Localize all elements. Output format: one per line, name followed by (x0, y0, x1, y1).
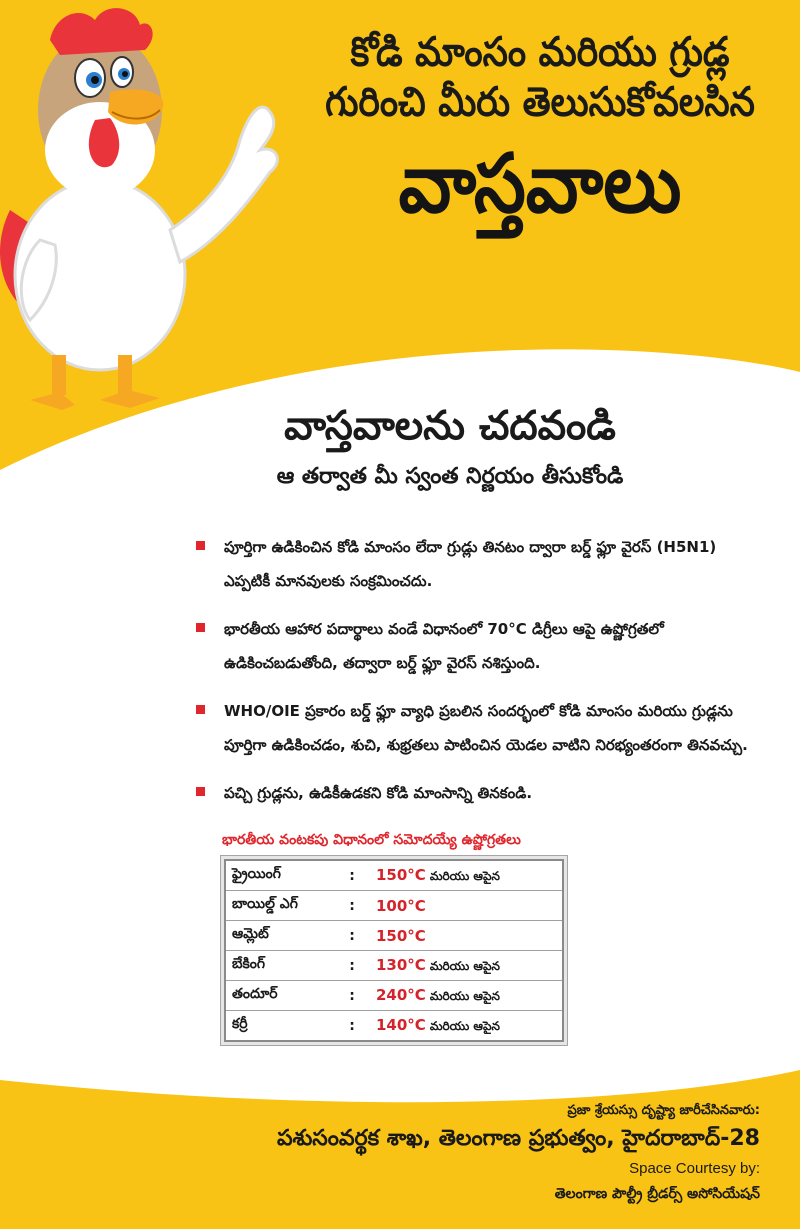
fact-text: భారతీయ ఆహార పదార్థాలు వండే విధానంలో 70°C డిగ్రీలు ఆపై ఉష్ణోగ్రతలో ఉడికించబడుతోంది, తద్వారా బర్డ్ ఫ్లూ వైరస్ నశిస్తుంది. (224, 620, 664, 672)
red-square-bullet-icon (196, 705, 205, 714)
table-row (225, 1011, 563, 1042)
fact-item (192, 530, 752, 598)
temperature-suffix: మరియు ఆపైన (429, 1018, 500, 1033)
table-row (225, 860, 563, 891)
temperature-cell (370, 891, 563, 921)
cooking-method: తందూర్ (225, 981, 334, 1011)
temperature-value: 240°C (376, 985, 426, 1004)
table-row (225, 981, 563, 1011)
temperature-cell (370, 860, 563, 891)
separator: : (349, 1017, 355, 1034)
separator: : (334, 921, 370, 951)
temperature-cell (370, 981, 563, 1011)
temperature-table (224, 859, 564, 1042)
temperature-cell (370, 921, 563, 951)
space-courtesy-label: Space Courtesy by: (629, 1160, 760, 1177)
facts-list (192, 530, 752, 824)
separator: : (334, 981, 370, 1011)
read-facts-subtitle: ఆ తర్వాత మీ స్వంత నిర్ణయం తీసుకోండి (276, 464, 624, 489)
temperature-suffix: మరియు ఆపైన (429, 958, 500, 973)
table-row (225, 951, 563, 981)
headline (300, 28, 780, 234)
cooking-method: బాయిల్డ్ ఎగ్ (225, 891, 334, 921)
fact-text: పచ్చి గ్రుడ్లను, ఉడికీఉడకని కోడి మాంసాన్ని తినకండి. (224, 784, 533, 802)
separator: : (334, 860, 370, 891)
fact-item (192, 776, 752, 810)
issued-by-label: ప్రజా శ్రేయస్సు దృష్ట్యా జారీచేసినవారు: (567, 1103, 760, 1118)
temperature-value: 150°C (376, 926, 426, 945)
fact-item (192, 694, 752, 762)
cooking-method: కర్రీ (232, 1016, 248, 1032)
fact-text: WHO/OIE ప్రకారం బర్డ్ ఫ్లూ వ్యాధి ప్రబలిన సందర్భంలో కోడి మాంసం మరియు గ్రుడ్లను పూర్తిగా ఉడికించడం, శుచి, శుభ్రతలు పాటించిన యెడల వాటిని నిరభ్యంతరంగా తినవచ్చు. (224, 702, 748, 754)
cooking-method: ఆమ్లెట్ (225, 921, 334, 951)
headline-line-1: కోడి మాంసం మరియు గ్రుడ్ల (350, 29, 730, 76)
cooking-method: ఫ్రైయింగ్ (225, 860, 334, 891)
temperature-table-heading: భారతీయ వంటకపు విధానంలో సమోదయ్యే ఉష్ణోగ్రతలు (222, 832, 521, 848)
temperature-value: 130°C (376, 955, 426, 974)
temperature-value: 150°C (376, 865, 426, 884)
rooster-mascot-icon (0, 0, 300, 430)
red-square-bullet-icon (196, 623, 205, 632)
separator: : (334, 891, 370, 921)
table-row (225, 891, 563, 921)
temperature-value: 140°C (376, 1015, 426, 1034)
headline-facts-title: వాస్తవాలు (398, 136, 682, 232)
temperature-cell (370, 1011, 563, 1042)
cooking-method: బేకింగ్ (225, 951, 334, 981)
fact-item (192, 612, 752, 680)
temperature-cell (370, 951, 563, 981)
read-facts-title: వాస్తవాలను చదవండి (284, 403, 616, 449)
fact-text: పూర్తిగా ఉడికించిన కోడి మాంసం లేదా గ్రుడ్లు తినటం ద్వారా బర్డ్ ఫ్లూ వైరస్ (H5N1) ఎప్పటికీ మానవులకు సంక్రమించదు. (224, 538, 717, 590)
temperature-suffix: మరియు ఆపైన (429, 988, 500, 1003)
issuing-department: పశుసంవర్థక శాఖ, తెలంగాణ ప్రభుత్వం, హైదరాబాద్-28 (276, 1126, 760, 1151)
red-square-bullet-icon (196, 541, 205, 550)
red-square-bullet-icon (196, 787, 205, 796)
table-row (225, 921, 563, 951)
temperature-value: 100°C (376, 896, 426, 915)
separator: : (334, 951, 370, 981)
courtesy-organization: తెలంగాణ పౌల్ట్రీ బ్రీడర్స్ అసోసియేషన్ (554, 1186, 760, 1202)
temperature-suffix: మరియు ఆపైన (429, 868, 500, 883)
headline-line-2: గురించి మీరు తెలుసుకోవలసిన (325, 79, 755, 126)
